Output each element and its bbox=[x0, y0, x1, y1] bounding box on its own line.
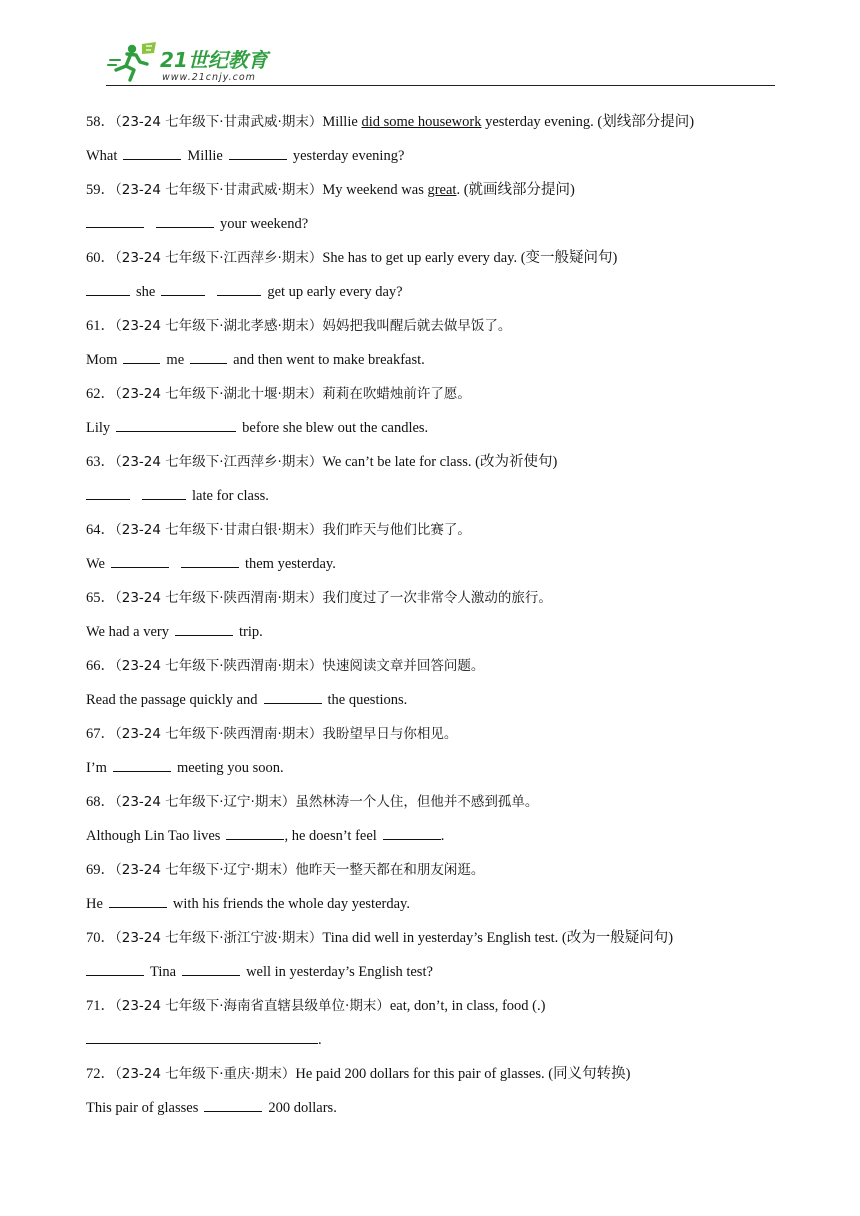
answer-text: , he doesn’t feel bbox=[284, 828, 377, 844]
answer-text: with his friends the whole day yesterday. bbox=[172, 896, 410, 912]
question-text: 虽然林涛一个人住，但他并不感到孤单。 bbox=[295, 794, 539, 810]
question-text: 我盼望早日与你相见。 bbox=[322, 726, 458, 742]
answer-blank[interactable] bbox=[123, 348, 160, 364]
question-text: 他昨天一整天都在和朋友闲逛。 bbox=[295, 862, 485, 878]
answer-blank[interactable] bbox=[190, 348, 227, 364]
answer-blank[interactable] bbox=[181, 552, 239, 568]
question-71 bbox=[86, 994, 776, 1028]
question-text: eat, don’t, in class, food (.) bbox=[389, 998, 546, 1014]
question-number: 72． bbox=[86, 1066, 115, 1082]
question-67 bbox=[86, 722, 776, 756]
answer-59 bbox=[86, 212, 776, 246]
question-source: （23-24 七年级下·陕西渭南·期末） bbox=[115, 726, 323, 742]
answer-63 bbox=[86, 484, 776, 518]
answer-65 bbox=[86, 620, 776, 654]
answer-text: This pair of glasses bbox=[86, 1100, 199, 1116]
question-text: 莉莉在吹蜡烛前许了愿。 bbox=[322, 386, 471, 402]
answer-text: the questions. bbox=[327, 692, 408, 708]
question-66 bbox=[86, 654, 776, 688]
answer-text: me bbox=[166, 352, 185, 368]
answer-text: He bbox=[86, 896, 103, 912]
question-instruction: . (就画线部分提问) bbox=[456, 182, 575, 198]
question-number: 65． bbox=[86, 590, 115, 606]
question-source: （23-24 七年级下·海南省直辖县级单位·期末） bbox=[115, 998, 390, 1014]
answer-70 bbox=[86, 960, 776, 994]
answer-64 bbox=[86, 552, 776, 586]
answer-68 bbox=[86, 824, 776, 858]
question-source: （23-24 七年级下·江西萍乡·期末） bbox=[115, 454, 323, 470]
question-text: He paid 200 dollars for this pair of glasses. (同义句转换) bbox=[295, 1066, 631, 1082]
answer-blank[interactable] bbox=[86, 960, 144, 976]
answer-blank[interactable] bbox=[86, 212, 144, 228]
question-number: 58． bbox=[86, 114, 115, 130]
question-source: （23-24 七年级下·甘肃武威·期末） bbox=[115, 182, 323, 198]
question-59 bbox=[86, 178, 776, 212]
question-number: 63． bbox=[86, 454, 115, 470]
answer-text: before she blew out the candles. bbox=[242, 420, 429, 436]
answer-blank[interactable] bbox=[113, 756, 171, 772]
question-text: 我们昨天与他们比赛了。 bbox=[322, 522, 471, 538]
answer-blank[interactable] bbox=[86, 1028, 318, 1044]
question-source: （23-24 七年级下·辽宁·期末） bbox=[115, 862, 296, 878]
answer-text: 200 dollars. bbox=[268, 1100, 337, 1116]
answer-text: I’m bbox=[86, 760, 107, 776]
question-source: （23-24 七年级下·陕西渭南·期末） bbox=[115, 658, 323, 674]
answer-text: them yesterday. bbox=[244, 556, 336, 572]
answer-text: get up early every day? bbox=[267, 284, 403, 300]
answer-text: . bbox=[318, 1032, 322, 1048]
answer-58 bbox=[86, 144, 776, 178]
question-source: （23-24 七年级下·江西萍乡·期末） bbox=[115, 250, 323, 266]
question-number: 62． bbox=[86, 386, 115, 402]
answer-blank[interactable] bbox=[116, 416, 236, 432]
answer-text: We bbox=[86, 556, 105, 572]
answer-blank[interactable] bbox=[204, 1096, 262, 1112]
answer-blank[interactable] bbox=[182, 960, 240, 976]
question-source: （23-24 七年级下·重庆·期末） bbox=[115, 1066, 296, 1082]
question-source: （23-24 七年级下·湖北孝感·期末） bbox=[115, 318, 323, 334]
question-text: 快速阅读文章并回答问题。 bbox=[322, 658, 485, 674]
question-list bbox=[86, 110, 776, 1130]
question-source: （23-24 七年级下·甘肃白银·期末） bbox=[115, 522, 323, 538]
answer-text: meeting you soon. bbox=[176, 760, 284, 776]
answer-blank[interactable] bbox=[86, 280, 130, 296]
question-number: 70． bbox=[86, 930, 115, 946]
answer-text: well in yesterday’s English test? bbox=[246, 964, 433, 980]
answer-text: and then went to make breakfast. bbox=[233, 352, 425, 368]
answer-blank[interactable] bbox=[217, 280, 261, 296]
question-number: 71． bbox=[86, 998, 115, 1014]
question-text: 我们度过了一次非常令人激动的旅行。 bbox=[322, 590, 552, 606]
answer-text: We had a very bbox=[86, 624, 169, 640]
answer-text: Although Lin Tao lives bbox=[86, 828, 221, 844]
question-69 bbox=[86, 858, 776, 892]
answer-text: What bbox=[86, 148, 118, 164]
header-divider bbox=[106, 85, 775, 86]
underlined-phrase: did some housework bbox=[361, 114, 482, 130]
question-65 bbox=[86, 586, 776, 620]
question-source: （23-24 七年级下·甘肃武威·期末） bbox=[115, 114, 323, 130]
page-header bbox=[0, 0, 860, 90]
answer-blank[interactable] bbox=[111, 552, 169, 568]
question-68 bbox=[86, 790, 776, 824]
question-number: 64． bbox=[86, 522, 115, 538]
question-number: 67． bbox=[86, 726, 115, 742]
answer-69 bbox=[86, 892, 776, 926]
question-text: 妈妈把我叫醒后就去做早饭了。 bbox=[322, 318, 512, 334]
question-text: Millie bbox=[322, 114, 362, 130]
answer-text: yesterday evening? bbox=[292, 148, 405, 164]
question-62 bbox=[86, 382, 776, 416]
answer-blank[interactable] bbox=[109, 892, 167, 908]
answer-blank[interactable] bbox=[229, 144, 287, 160]
answer-blank[interactable] bbox=[264, 688, 322, 704]
runner-logo-icon bbox=[106, 40, 286, 84]
answer-text: Tina bbox=[150, 964, 177, 980]
answer-blank[interactable] bbox=[383, 824, 441, 840]
question-source: （23-24 七年级下·陕西渭南·期末） bbox=[115, 590, 323, 606]
question-number: 66． bbox=[86, 658, 115, 674]
answer-text: . bbox=[440, 828, 445, 844]
answer-62 bbox=[86, 416, 776, 450]
answer-67 bbox=[86, 756, 776, 790]
answer-text: trip. bbox=[238, 624, 263, 640]
question-source: （23-24 七年级下·辽宁·期末） bbox=[115, 794, 296, 810]
answer-blank[interactable] bbox=[86, 484, 130, 500]
question-text: Tina did well in yesterday’s English test. (改为一般疑问句) bbox=[322, 930, 674, 946]
question-source: （23-24 七年级下·浙江宁波·期末） bbox=[115, 930, 323, 946]
question-61 bbox=[86, 314, 776, 348]
underlined-phrase: great bbox=[427, 182, 457, 198]
answer-text: late for class. bbox=[192, 488, 269, 504]
answer-blank[interactable] bbox=[123, 144, 181, 160]
answer-text: Read the passage quickly and bbox=[86, 692, 258, 708]
question-text: She has to get up early every day. (变一般疑问句) bbox=[322, 250, 618, 266]
answer-blank[interactable] bbox=[175, 620, 233, 636]
answer-text: your weekend? bbox=[220, 216, 309, 232]
logo-text: 21世纪教育 bbox=[160, 48, 268, 72]
question-number: 60． bbox=[86, 250, 115, 266]
question-72 bbox=[86, 1062, 776, 1096]
answer-61 bbox=[86, 348, 776, 382]
answer-blank[interactable] bbox=[161, 280, 205, 296]
answer-66 bbox=[86, 688, 776, 722]
answer-blank[interactable] bbox=[156, 212, 214, 228]
question-number: 69． bbox=[86, 862, 115, 878]
question-63 bbox=[86, 450, 776, 484]
question-number: 68． bbox=[86, 794, 115, 810]
question-64 bbox=[86, 518, 776, 552]
question-70 bbox=[86, 926, 776, 960]
answer-text: Mom bbox=[86, 352, 118, 368]
answer-text: she bbox=[136, 284, 156, 300]
brand-logo bbox=[106, 40, 286, 84]
question-number: 61． bbox=[86, 318, 115, 334]
question-instruction: yesterday evening. (划线部分提问) bbox=[481, 114, 695, 130]
question-number: 59． bbox=[86, 182, 115, 198]
answer-blank[interactable] bbox=[142, 484, 186, 500]
logo-url-text: www.21cnjy.com bbox=[162, 72, 256, 83]
answer-71 bbox=[86, 1028, 776, 1062]
question-58 bbox=[86, 110, 776, 144]
answer-60 bbox=[86, 280, 776, 314]
question-text: We can’t be late for class. (改为祈使句) bbox=[322, 454, 558, 470]
answer-text: Lily bbox=[86, 420, 111, 436]
answer-blank[interactable] bbox=[226, 824, 284, 840]
answer-72 bbox=[86, 1096, 776, 1130]
question-60 bbox=[86, 246, 776, 280]
question-text: My weekend was bbox=[322, 182, 428, 198]
question-source: （23-24 七年级下·湖北十堰·期末） bbox=[115, 386, 323, 402]
answer-text: Millie bbox=[187, 148, 223, 164]
